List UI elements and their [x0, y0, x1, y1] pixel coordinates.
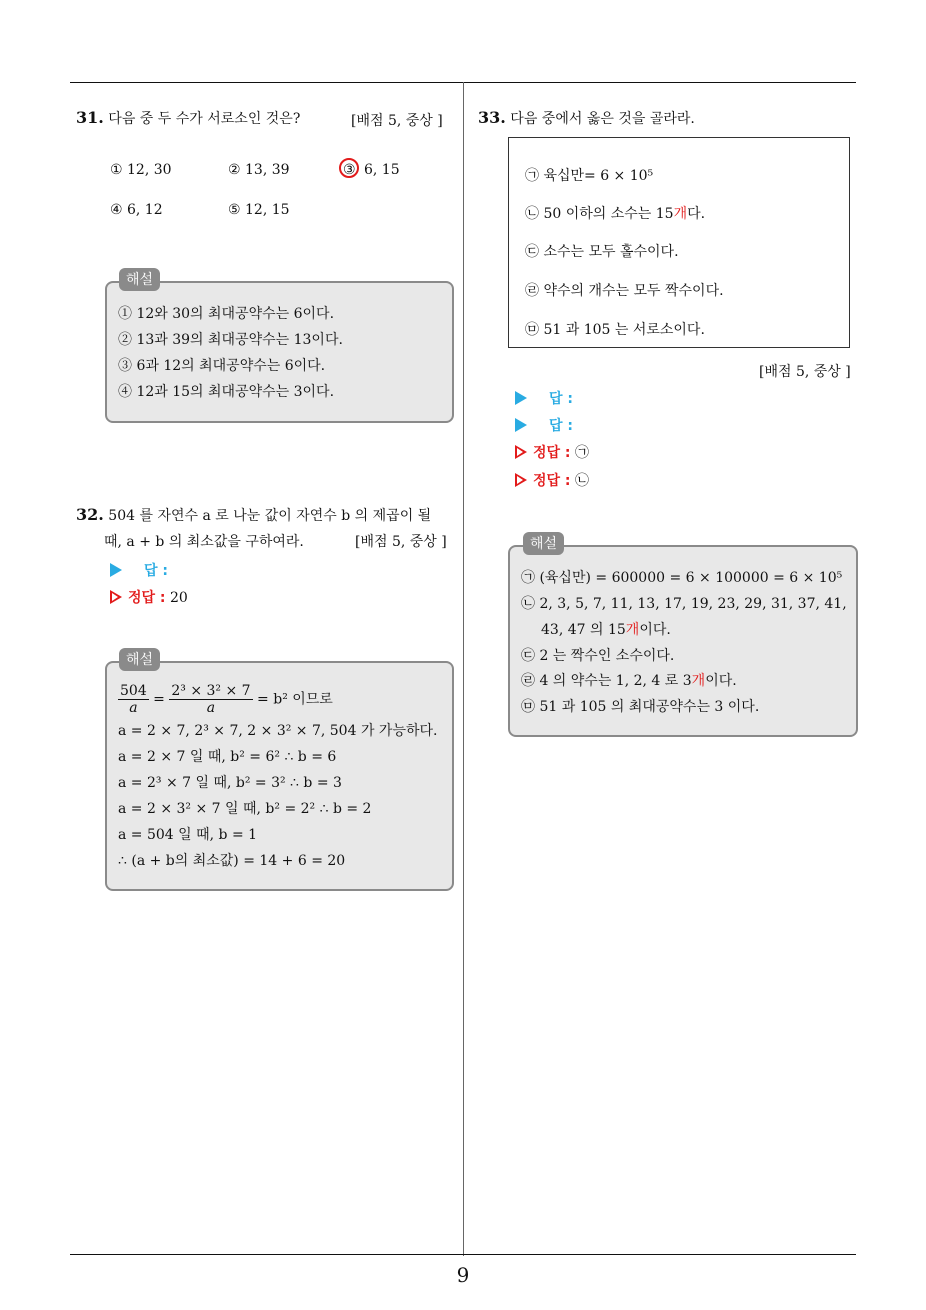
- option-c[interactable]: ㉢ 소수는 모두 홀수이다.: [525, 244, 679, 260]
- explanation-fraction-line: $\frac{504}{a}$ = $\frac{\text{2³ × 3² × 7}}{a}$ = b² 이므로: [120, 683, 333, 716]
- explanation-line: ② 13과 39의 최대공약수는 13이다.: [118, 332, 343, 348]
- explanation-line: ③ 6과 12의 최대공약수는 6이다.: [118, 358, 326, 374]
- explanation-line: ① 12와 30의 최대공약수는 6이다.: [118, 306, 335, 322]
- explanation-line: ㉡ 2, 3, 5, 7, 11, 13, 17, 19, 23, 29, 31, 37, 41,: [521, 596, 847, 612]
- explanation-line: a = 2 × 7, 2³ × 7, 2 × 3² × 7, 504 가 가능하다.: [118, 723, 438, 739]
- correct-label: 정답 :: [533, 445, 571, 461]
- choice-3[interactable]: 6, 15: [364, 162, 400, 178]
- correct-value: ㉡: [574, 473, 589, 489]
- column-divider: [463, 82, 464, 1256]
- question-points: [배점 5, 중상 ]: [351, 113, 443, 129]
- correct-value: 20: [169, 590, 188, 606]
- option-e[interactable]: ㉤ 51 과 105 는 서로소이다.: [525, 322, 705, 338]
- correct-label: 정답 :: [128, 590, 166, 606]
- choice-4[interactable]: ④ 6, 12: [110, 202, 163, 218]
- explanation-tag: 해설: [119, 648, 160, 671]
- question-32: [76, 505, 431, 525]
- correct-value: ㉠: [574, 445, 589, 461]
- explanation-line: ㉠ (육십만) = 600000 = 6 × 100000 = 6 × 10⁵: [521, 570, 843, 586]
- answer-label: 답 :: [549, 391, 573, 407]
- explanation-line: ∴ (a + b의 최소값) = 14 + 6 = 20: [118, 853, 346, 869]
- explanation-line: ㉤ 51 과 105 의 최대공약수는 3 이다.: [521, 699, 760, 715]
- play-arrow-icon: [515, 391, 527, 405]
- correct-answer-line: [515, 470, 589, 490]
- question-number: 31.: [76, 108, 104, 127]
- choice-2[interactable]: ② 13, 39: [228, 162, 290, 178]
- explanation-line: ㉢ 2 는 짝수인 소수이다.: [521, 648, 675, 664]
- question-points: [배점 5, 중상 ]: [759, 364, 851, 380]
- answer-label: 답 :: [144, 563, 168, 579]
- outline-arrow-icon: [515, 473, 527, 487]
- question-31: [76, 108, 300, 128]
- explanation-line: 43, 47 의 15개이다.: [541, 622, 671, 638]
- explanation-line: a = 504 일 때, b = 1: [118, 827, 258, 843]
- fraction: $\frac{504}{a}$: [120, 683, 147, 716]
- option-a[interactable]: ㉠ 육십만= 6 × 10⁵: [525, 168, 654, 184]
- explanation-tag: 해설: [119, 268, 160, 291]
- question-text-line2: 때, a + b 의 최소값을 구하여라.: [104, 534, 304, 550]
- question-number: 32.: [76, 505, 104, 524]
- correct-answer-line: [515, 442, 589, 462]
- play-arrow-icon: [110, 563, 122, 577]
- explanation-line: a = 2 × 3² × 7 일 때, b² = 2² ∴ b = 2: [118, 801, 372, 817]
- option-d[interactable]: ㉣ 약수의 개수는 모두 짝수이다.: [525, 283, 724, 299]
- question-points: [배점 5, 중상 ]: [355, 534, 447, 550]
- fraction: $\frac{\text{2³ × 3² × 7}}{a}$: [171, 683, 251, 716]
- explanation-line: ㉣ 4 의 약수는 1, 2, 4 로 3개이다.: [521, 673, 737, 689]
- answer-line[interactable]: [515, 415, 573, 435]
- outline-arrow-icon: [110, 590, 122, 604]
- explanation-line: a = 2 × 7 일 때, b² = 6² ∴ b = 6: [118, 749, 337, 765]
- bottom-rule: [70, 1254, 856, 1255]
- question-text: 다음 중 두 수가 서로소인 것은?: [108, 111, 301, 127]
- choice-3-number[interactable]: ③: [343, 162, 356, 178]
- page-number: 9: [456, 1263, 470, 1287]
- answer-line[interactable]: [515, 388, 573, 408]
- correct-answer-line: [110, 587, 188, 607]
- choice-1[interactable]: ① 12, 30: [110, 162, 172, 178]
- choice-5[interactable]: ⑤ 12, 15: [228, 202, 290, 218]
- explanation-tag: 해설: [523, 532, 564, 555]
- correct-label: 정답 :: [533, 473, 571, 489]
- play-arrow-icon: [515, 418, 527, 432]
- outline-arrow-icon: [515, 445, 527, 459]
- explanation-line: ④ 12과 15의 최대공약수는 3이다.: [118, 384, 335, 400]
- question-text: 다음 중에서 옳은 것을 골라라.: [510, 111, 695, 127]
- answer-line[interactable]: [110, 560, 168, 580]
- answer-label: 답 :: [549, 418, 573, 434]
- question-text-line1: 504 를 자연수 a 로 나눈 값이 자연수 b 의 제곱이 될: [108, 508, 432, 524]
- explanation-line: a = 2³ × 7 일 때, b² = 3² ∴ b = 3: [118, 775, 342, 791]
- question-number: 33.: [478, 108, 506, 127]
- option-b[interactable]: ㉡ 50 이하의 소수는 15개다.: [525, 206, 706, 222]
- question-33: [478, 108, 695, 128]
